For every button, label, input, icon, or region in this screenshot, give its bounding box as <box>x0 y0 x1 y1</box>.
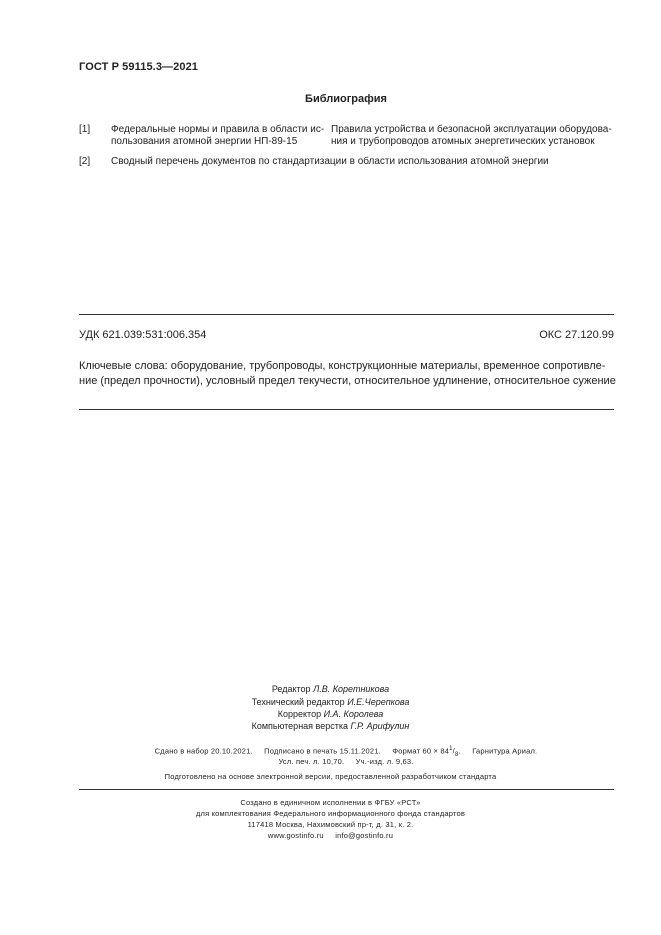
bib-item-1-number: [1] <box>79 124 91 135</box>
created-line-2: для комплектования Федерального информационного фонда стандартов <box>195 809 466 818</box>
bib-item-1-title-line2: ния и трубопроводов атомных энергетических установок <box>331 136 595 147</box>
keywords <box>79 359 615 388</box>
corrector-line <box>0 708 661 720</box>
udk-code: УДК 621.039:531:006.354 <box>79 329 207 341</box>
keywords-line-2: ние (предел прочности), условный предел текучести, относительное удлинение, относительное сужение <box>79 374 616 387</box>
imprint-divider <box>79 789 614 790</box>
format-fraction-numerator: 1 <box>449 746 453 752</box>
oks-code: ОКС 27.120.99 <box>539 329 614 341</box>
standard-number: ГОСТ Р 59115.3—2021 <box>79 61 199 73</box>
tech-editor-label: Технический редактор <box>251 697 348 707</box>
editor-line <box>0 683 661 695</box>
prepared-note: Подготовлено на основе электронной версии, предоставленной разработчиком стандарта <box>164 772 497 781</box>
tech-editor-name: И.Е.Черепкова <box>347 697 410 707</box>
print-details-end: . Гарнитура Ариал. <box>458 746 538 756</box>
layout-line <box>0 720 661 732</box>
bib-item-2-text: Сводный перечень документов по стандартизации в области использования атомной энергии <box>111 156 549 167</box>
bib-item-2-number: [2] <box>79 156 91 167</box>
divider-top <box>79 314 614 315</box>
corrector-label: Корректор <box>277 709 324 719</box>
editor-label: Редактор <box>271 684 314 694</box>
layout-label: Компьютерная верстка <box>251 721 351 731</box>
print-details-line-2: Усл. печ. л. 10,70. Уч.-изд. л. 9,63. <box>278 757 414 766</box>
tech-editor-line <box>0 696 661 708</box>
format-fraction-denominator: 8 <box>454 752 459 758</box>
created-line-1: Создано в единичном исполнении в ФГБУ «РСТ» <box>240 798 421 807</box>
web-contacts: www.gostinfo.ru info@gostinfo.ru <box>267 831 394 840</box>
keywords-line-1: Ключевые слова: оборудование, трубопроводы, конструкционные материалы, временное сопротивле- <box>79 360 606 372</box>
print-details-start: Сдано в набор 20.10.2021. Подписано в печать 15.11.2021. Формат 60 × 84 <box>154 746 450 756</box>
corrector-name: И.А. Королева <box>323 709 384 719</box>
layout-name: Г.Р. Арифулин <box>350 721 410 731</box>
address-line: 117418 Москва, Нахимовский пр-т, д. 31, к. 2. <box>247 820 414 829</box>
bib-item-1-source-line2: пользования атомной энергии НП-89-15 <box>111 136 298 147</box>
bib-item-1-title-line1: Правила устройства и безопасной эксплуатации оборудова- <box>331 124 612 135</box>
print-details-line-1: Сдано в набор 20.10.2021. Подписано в печать 15.11.2021. Формат $60 \times 84^1/_8$. Гарнитура Ариал. <box>154 746 538 758</box>
divider-bottom <box>79 409 614 410</box>
bibliography-title: Библиография <box>305 93 387 105</box>
bib-item-1-source-line1: Федеральные нормы и правила в области ис- <box>111 124 325 135</box>
editor-name: Л.В. Коретникова <box>313 684 390 694</box>
